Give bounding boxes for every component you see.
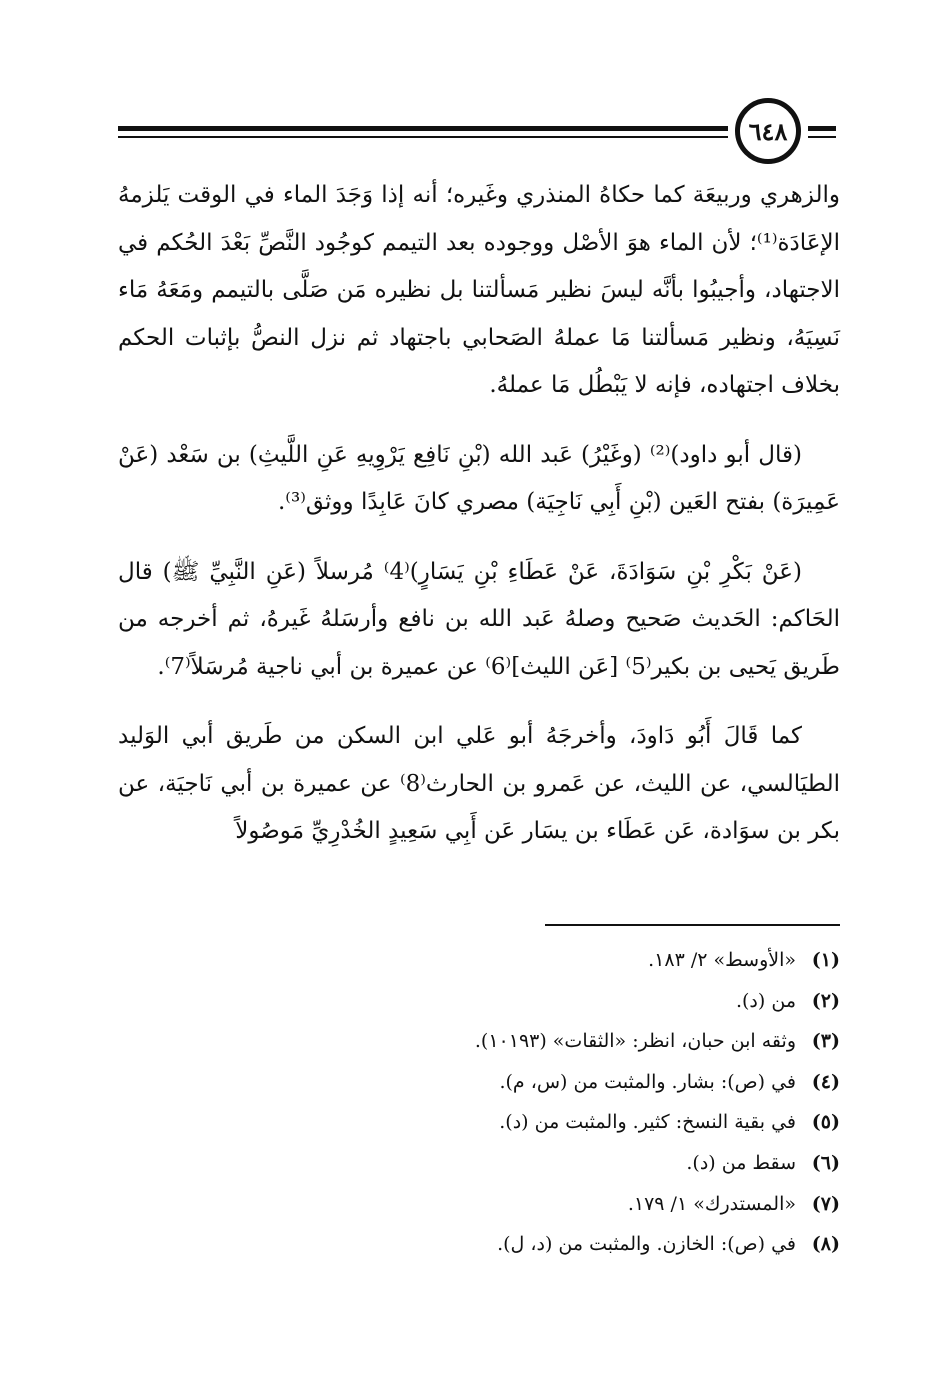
footnote (118, 1224, 840, 1265)
paragraph-1: والزهري وربيعَة كما حكاهُ المنذري وغَيره؛ أنه إذا وَجَدَ الماء في الوقت يَلزمهُ الإعَادَة⁽¹⁾؛ لأن الماء هوَ الأصْل ووجوده بعد التيمم كوجُود النَّصِّ بَعْدَ الحُكم في الاجتهاد، وأجيبُوا بأنَّه ليسَ نظير مَسألتنا بل نظيره مَن صَلَّى بالتيمم ومَعَهُ مَاء نَسِيَهُ، ونظير مَسألتنا مَا عملهُ الصَحابي باجتهاد ثم نزل النصُّ بإثبات الحكم بخلاف اجتهاده، فإنه لا يَبْطُل مَا عملهُ. (118, 182, 840, 398)
footnote (118, 940, 840, 981)
footnote-number: (٤) (811, 1070, 840, 1093)
header-rule-thin (118, 136, 728, 138)
footnote-separator (545, 924, 840, 926)
footnote (118, 1021, 840, 1062)
footnote-number: (٢) (811, 989, 840, 1012)
footnote-text: وثقه ابن حبان، انظر: «الثقات» (١٠١٩٣). (474, 1030, 796, 1053)
footnote-number: (٣) (811, 1030, 840, 1053)
header-rule-thin-right (808, 136, 836, 138)
footnote-text: سقط من (د). (686, 1151, 796, 1174)
footnote-text: في (ص): بشار. والمثبت من (س، م). (499, 1070, 796, 1093)
footnote-text: في بقية النسخ: كثير. والمثبت من (د). (499, 1111, 796, 1134)
footnote-number: (٧) (811, 1192, 840, 1215)
footnote (118, 1062, 840, 1103)
header-rule-thick (118, 126, 728, 131)
footnote-number: (٦) (811, 1151, 840, 1174)
paragraph-2: (قال أبو داود)⁽²⁾ (وغَيْرُ) عَبد الله (بْنِ نَافِع يَرْوِيهِ عَنِ اللَّيثِ) بن سَعْد (عَنْ عَمِيرَة) بفتح العَين (بْنِ أَبِي نَاجِيَة) مصري كانَ عَابِدًا ووثق⁽³⁾. (118, 441, 840, 515)
footnote-text: «المستدرك» ١/ ١٧٩. (627, 1192, 796, 1215)
main-text (118, 172, 840, 856)
paragraph-4: كما قَالَ أَبُو دَاودَ، وأخرجَهُ أبو عَلي ابن السكن من طَريق أبي الوَليد الطيَالسي، عن الليث، عن عَمرو بن الحارث⁽8⁾ عن عميرة بن أبي نَاجيَة، عن بكر بن سوَادة، عَن عَطَاء بن يسَار عَن أَبِي سَعِيدٍ الخُدْرِيِّ مَوصُولاً (118, 723, 840, 844)
page-header (118, 98, 836, 178)
page-number: ٦٤٨ (735, 98, 801, 164)
footnote-number: (٥) (811, 1111, 840, 1134)
footnote (118, 1143, 840, 1184)
footnote-number: (٨) (811, 1233, 840, 1256)
footnote (118, 981, 840, 1022)
footnote-number: (١) (811, 949, 840, 971)
header-rule-thick-right (808, 126, 836, 131)
footnote-text: في (ص): الخازن. والمثبت من (د، ل). (497, 1233, 796, 1256)
footnote (118, 1102, 840, 1143)
footnote (118, 1184, 840, 1225)
footnotes (118, 940, 840, 1265)
paragraph-3: (عَنْ بَكْرِ بْنِ سَوَادَةَ، عَنْ عَطَاءِ بْنِ يَسَارٍ)⁽4⁾ مُرسلاً (عَنِ النَّبِيِّ ﷺ) قال الحَاكم: الحَديث صَحيح وصلهُ عَبد الله بن نافع وأرسَلهُ غَيرهُ، ثم أخرجه من طَريق يَحيى بن بكير⁽5⁾ [عَن الليث]⁽6⁾ عن عميرة بن أبي ناجية مُرسَلاً⁽7⁾. (118, 558, 840, 680)
footnote-text: من (د). (735, 989, 796, 1012)
footnote-text: «الأوسط» ٢/ ١٨٣. (648, 949, 796, 971)
